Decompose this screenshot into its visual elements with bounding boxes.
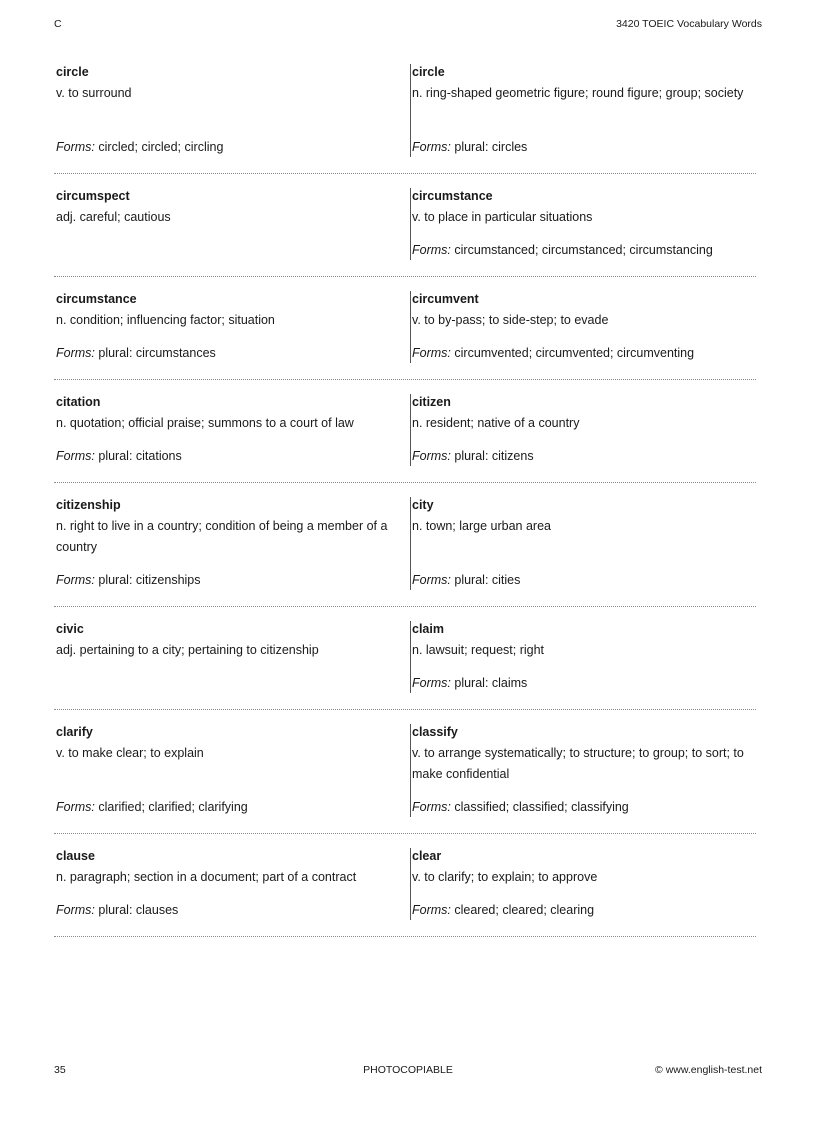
word-forms — [56, 799, 248, 815]
entry-content — [54, 621, 402, 697]
headword: circumspect — [56, 189, 130, 203]
entry-content — [410, 724, 760, 821]
definition: n. quotation; official praise; summons to a court of law — [56, 416, 354, 430]
forms-value: plural: clauses — [98, 903, 179, 917]
entry-row — [54, 848, 756, 937]
forms-label: Forms: — [56, 800, 95, 814]
headword: circumstance — [412, 189, 493, 203]
forms-label: Forms: — [412, 573, 451, 587]
headword: circle — [56, 65, 89, 79]
entry-row — [54, 621, 756, 710]
entry-right — [410, 848, 760, 924]
forms-label: Forms: — [412, 903, 451, 917]
forms-label: Forms: — [56, 140, 95, 154]
photocopiable-label: PHOTOCOPIABLE — [363, 1064, 453, 1076]
entry-content — [410, 64, 760, 161]
entry-right — [410, 497, 760, 594]
entry-right — [410, 291, 760, 367]
forms-value: plural: cities — [454, 573, 521, 587]
entry-content — [410, 621, 760, 697]
definition: n. paragraph; section in a document; part of a contract — [56, 870, 357, 884]
entry-content — [410, 394, 760, 470]
entry-content — [410, 291, 760, 367]
forms-label: Forms: — [412, 800, 451, 814]
entry-left — [54, 497, 402, 594]
definition: v. to place in particular situations — [412, 210, 593, 224]
definition: n. town; large urban area — [412, 519, 551, 533]
word-forms — [412, 139, 527, 155]
definition: n. right to live in a country; condition of being a member of a country — [56, 519, 388, 554]
entry-row — [54, 291, 756, 380]
page-number: 35 — [54, 1064, 66, 1076]
word-forms — [56, 448, 182, 464]
entry-row — [54, 188, 756, 277]
word-forms — [412, 242, 713, 258]
word-forms — [412, 345, 694, 361]
entry-content — [54, 64, 402, 161]
definition: adj. pertaining to a city; pertaining to citizenship — [56, 643, 319, 657]
document-title: 3420 TOEIC Vocabulary Words — [616, 18, 762, 30]
entry-content — [54, 188, 402, 264]
entry-row — [54, 64, 756, 174]
entry-left — [54, 621, 402, 697]
forms-value: plural: citizens — [454, 449, 534, 463]
entry-left — [54, 394, 402, 470]
section-letter: C — [54, 18, 62, 30]
definition: n. ring-shaped geometric figure; round figure; group; society — [412, 86, 744, 100]
word-forms — [412, 572, 520, 588]
headword: classify — [412, 725, 458, 739]
forms-value: plural: claims — [454, 676, 528, 690]
definition: n. lawsuit; request; right — [412, 643, 545, 657]
entry-right — [410, 64, 760, 161]
definition: v. to clarify; to explain; to approve — [412, 870, 598, 884]
headword: clause — [56, 849, 95, 863]
headword: citizen — [412, 395, 451, 409]
forms-value: plural: citations — [98, 449, 182, 463]
word-forms — [56, 139, 223, 155]
entry-content — [54, 394, 402, 470]
headword: circumvent — [412, 292, 479, 306]
entry-row — [54, 724, 756, 834]
copyright-notice: © www.english-test.net — [655, 1064, 762, 1076]
entry-right — [410, 394, 760, 470]
entry-left — [54, 291, 402, 367]
forms-label: Forms: — [412, 449, 451, 463]
forms-label: Forms: — [56, 346, 95, 360]
headword: civic — [56, 622, 84, 636]
word-forms — [56, 902, 178, 918]
forms-label: Forms: — [412, 243, 451, 257]
entry-left — [54, 724, 402, 821]
forms-value: plural: citizenships — [98, 573, 201, 587]
headword: citizenship — [56, 498, 121, 512]
forms-label: Forms: — [412, 140, 451, 154]
forms-label: Forms: — [56, 573, 95, 587]
forms-label: Forms: — [56, 449, 95, 463]
entry-right — [410, 621, 760, 697]
entry-left — [54, 64, 402, 161]
entry-content — [410, 848, 760, 924]
entry-content — [54, 497, 402, 594]
headword: city — [412, 498, 434, 512]
entry-right — [410, 188, 760, 264]
word-forms — [412, 448, 534, 464]
headword: citation — [56, 395, 101, 409]
forms-label: Forms: — [412, 346, 451, 360]
word-forms — [56, 572, 201, 588]
definition: v. to surround — [56, 86, 132, 100]
word-forms — [412, 675, 527, 691]
definition: v. to arrange systematically; to structure; to group; to sort; to make confidential — [412, 746, 744, 781]
definition: adj. careful; cautious — [56, 210, 171, 224]
forms-value: cleared; cleared; clearing — [454, 903, 595, 917]
entry-left — [54, 188, 402, 264]
forms-value: clarified; clarified; clarifying — [98, 800, 248, 814]
definition: n. condition; influencing factor; situation — [56, 313, 275, 327]
entry-content — [410, 188, 760, 264]
headword: clarify — [56, 725, 93, 739]
headword: circumstance — [56, 292, 137, 306]
forms-value: circled; circled; circling — [98, 140, 224, 154]
entry-content — [54, 848, 402, 924]
entry-right — [410, 724, 760, 821]
definition: n. resident; native of a country — [412, 416, 580, 430]
forms-label: Forms: — [56, 903, 95, 917]
definition: v. to make clear; to explain — [56, 746, 204, 760]
entry-left — [54, 848, 402, 924]
forms-value: circumstanced; circumstanced; circumstancing — [454, 243, 713, 257]
word-forms — [412, 902, 594, 918]
forms-value: plural: circumstances — [98, 346, 216, 360]
word-forms — [412, 799, 629, 815]
entry-content — [410, 497, 760, 594]
headword: claim — [412, 622, 444, 636]
forms-value: classified; classified; classifying — [454, 800, 629, 814]
entry-row — [54, 497, 756, 607]
forms-label: Forms: — [412, 676, 451, 690]
forms-value: circumvented; circumvented; circumventing — [454, 346, 695, 360]
headword: circle — [412, 65, 445, 79]
entry-content — [54, 724, 402, 821]
word-forms — [56, 345, 216, 361]
forms-value: plural: circles — [454, 140, 528, 154]
headword: clear — [412, 849, 442, 863]
definition: v. to by-pass; to side-step; to evade — [412, 313, 609, 327]
entry-content — [54, 291, 402, 367]
entry-row — [54, 394, 756, 483]
